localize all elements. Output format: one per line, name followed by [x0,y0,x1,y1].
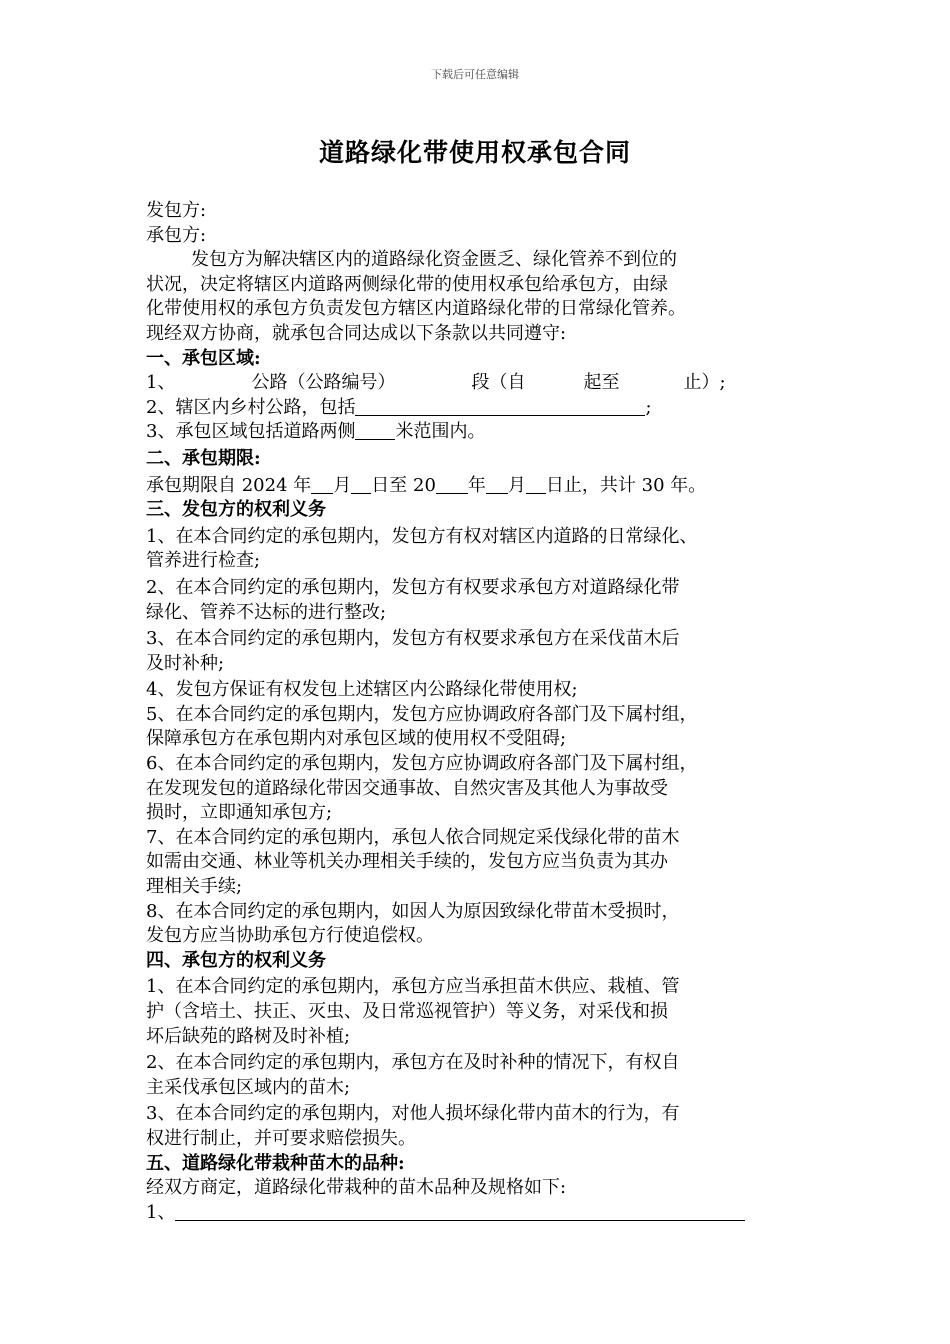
clause-line: 3、在本合同约定的承包期内，发包方有权要求承包方在采伐苗木后 [146,628,680,650]
blank-field[interactable] [526,475,546,494]
clause-line: 如需由交通、林业等机关办理相关手续的，发包方应当负责为其办 [146,851,668,873]
term-text: 日至 20 [371,474,436,496]
clause-line: 4、发包方保证有权发包上述辖区内公路绿化带使用权; [146,679,578,701]
document-body [146,199,836,1225]
clause-line: 管养进行检查; [146,550,261,572]
clause-1-2 [146,396,836,421]
clause-line: 经双方商定，道路绿化带栽种的苗木品种及规格如下: [146,1177,567,1199]
blank-field[interactable] [351,475,371,494]
clause-text: 3、承包区域包括道路两侧 [146,421,356,443]
section-heading: 二、承包期限: [146,447,261,469]
intro-line: 现经双方协商，就承包合同达成以下条款以共同遵守: [146,322,567,344]
term-text: 承包期限自 2024 年 [146,474,312,496]
clause-1-3 [146,420,836,445]
blank-field[interactable] [436,475,468,494]
clause-line: 损时，立即通知承包方; [146,802,333,824]
clause-1-1 [146,371,836,396]
blank-field[interactable] [355,397,645,416]
clause-line: 3、在本合同约定的承包期内，对他人损坏绿化带内苗木的行为，有 [146,1103,680,1125]
clause-line: 权进行制止，并可要求赔偿损失。 [146,1127,416,1149]
clause-line: 保障承包方在承包期内对承包区域的使用权不受阻碍; [146,728,567,750]
clause-line: 发包方应当协助承包方行使追偿权。 [146,925,434,947]
clause-line: 6、在本合同约定的承包期内，发包方应协调政府各部门及下属村组， [146,753,698,775]
term-text: 日止，共计 30 年。 [545,474,707,496]
term-text: 月 [333,474,352,496]
blank-field[interactable] [355,421,395,440]
section-heading: 一、承包区域: [146,347,261,369]
blank-field[interactable] [175,1202,745,1221]
clause-number: 1、 [146,372,176,394]
party-a-label: 发包方: [146,200,207,221]
header-note: 下载后可任意编辑 [431,68,519,81]
clause-5-1 [146,1201,836,1226]
clause-line: 坏后缺苑的路树及时补植; [146,1025,351,1047]
clause-line: 2、在本合同约定的承包期内，承包方在及时补种的情况下，有权自 [146,1052,680,1074]
blank-field[interactable] [311,475,333,494]
section-heading: 三、发包方的权利义务 [146,499,326,521]
clause-line: 理相关手续; [146,876,243,898]
clause-line: 1、在本合同约定的承包期内，发包方有权对辖区内道路的日常绿化、 [146,525,698,547]
section-heading: 五、道路绿化带栽种苗木的品种: [146,1152,405,1174]
clause-line: 主采伐承包区域内的苗木; [146,1076,351,1098]
blank-field[interactable] [486,475,508,494]
clause-end: 米范围内。 [395,421,486,443]
clause-line: 7、在本合同约定的承包期内，承包人依合同规定采伐绿化带的苗木 [146,826,680,848]
clause-number: 1、 [146,1201,176,1223]
term-text: 月 [507,474,526,496]
clause-line: 5、在本合同约定的承包期内，发包方应协调政府各部门及下属村组， [146,703,698,725]
document-title: 道路绿化带使用权承包合同 [318,138,631,167]
clause-line: 绿化、管养不达标的进行整改; [146,601,387,623]
intro-line: 状况，决定将辖区内道路两侧绿化带的使用权承包给承包方，由绿 [146,273,668,295]
clause-line: 8、在本合同约定的承包期内，如因人为原因致绿化带苗木受损时， [146,900,680,922]
clause-line: 在发现发包的道路绿化带因交通事故、自然灾害及其他人为事故受 [146,777,668,799]
party-b-label: 承包方: [146,224,207,246]
clause-line: 护（含培土、扶正、灭虫、及日常巡视管护）等义务，对采伐和损 [146,1001,668,1022]
term-clause [146,474,836,499]
clause-line: 1、在本合同约定的承包期内，承包方应当承担苗木供应、栽植、管 [146,976,680,998]
road-label: 公路（公路编号） [251,372,396,394]
clause-end: ; [645,396,652,418]
section-heading: 四、承包方的权利义务 [146,949,326,971]
intro-line: 化带使用权的承包方负责发包方辖区内道路绿化带的日常绿化管养。 [146,298,686,320]
clause-line: 2、在本合同约定的承包期内，发包方有权要求承包方对道路绿化带 [146,576,680,598]
from-label: 起至 [583,372,620,394]
clause-text: 2、辖区内乡村公路，包括 [146,396,356,418]
intro-line: 发包方为解决辖区内的道路绿化资金匮乏、绿化管养不到位的 [191,249,677,271]
to-label: 止）; [683,372,726,394]
term-text: 年 [467,474,486,496]
segment-label: 段（自 [471,372,526,394]
clause-line: 及时补种; [146,652,225,674]
